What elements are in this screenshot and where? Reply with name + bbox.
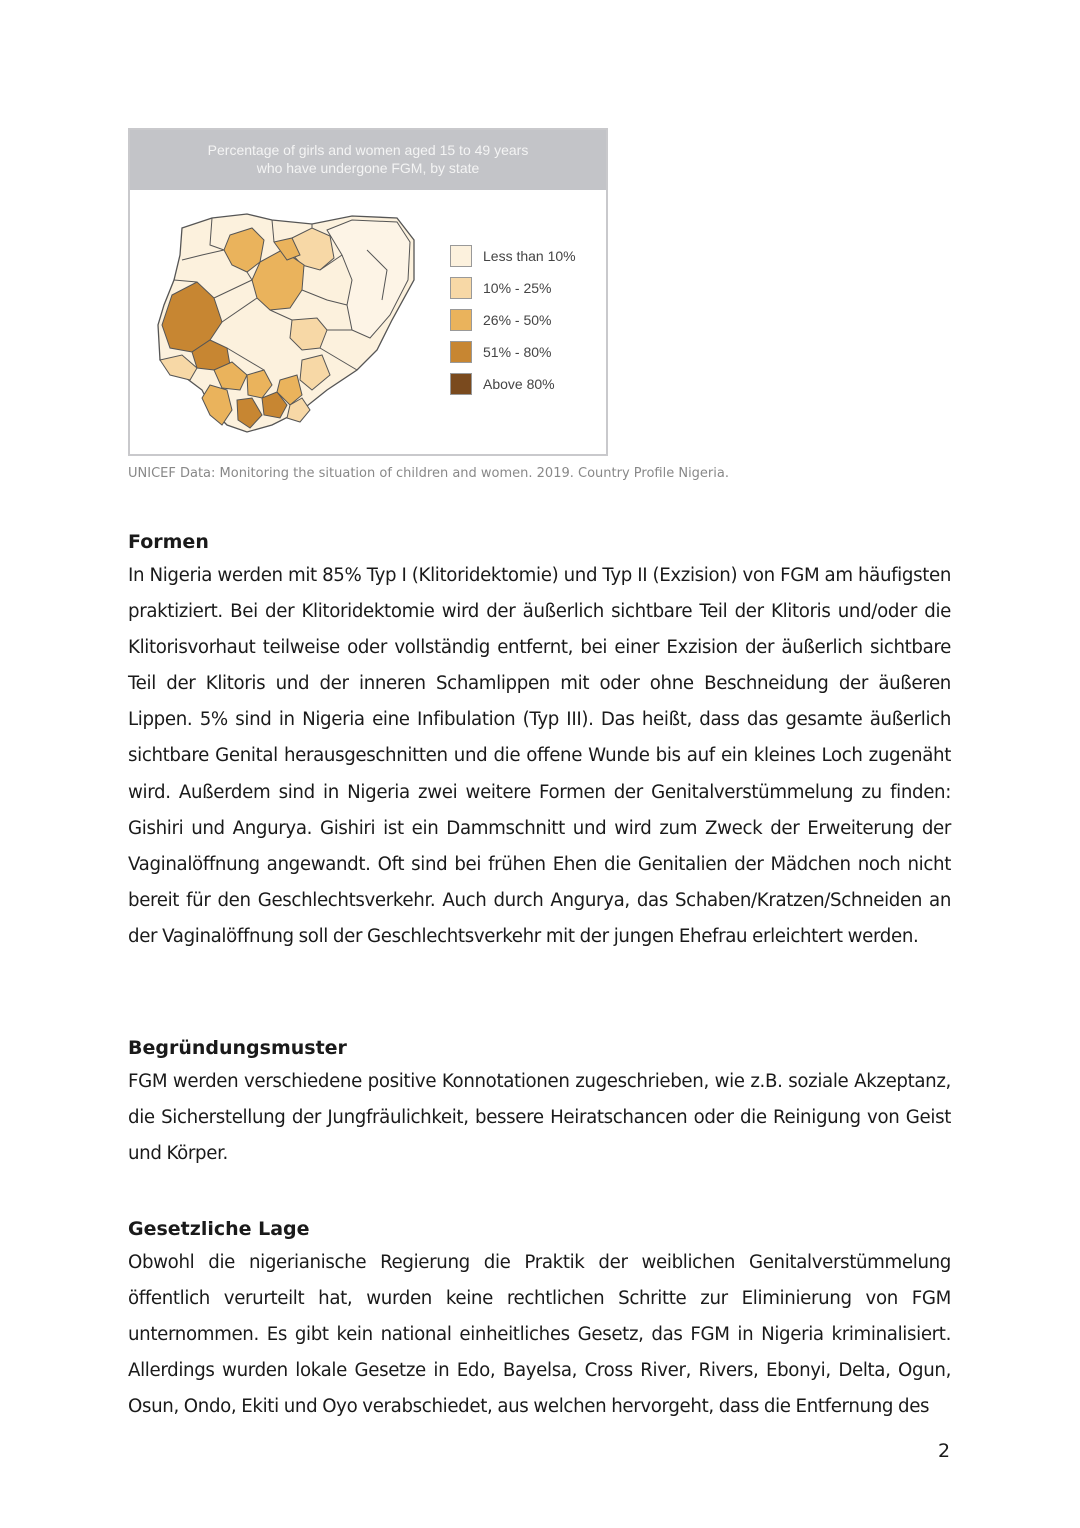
figure-caption: UNICEF Data: Monitoring the situation of children and women. 2019. Country Profile Nigeria. (128, 466, 729, 481)
legend-item-10-25 (450, 277, 576, 299)
legend-label: Less than 10% (483, 248, 576, 264)
legend-item-26-50 (450, 309, 576, 331)
legend-item-above-80 (450, 373, 576, 395)
page-number: 2 (938, 1440, 951, 1462)
legend-swatch (450, 245, 472, 267)
figure-title-line-1: Percentage of girls and women aged 15 to 49 years (207, 142, 529, 158)
legend-item-less-than-10 (450, 245, 576, 267)
section-paragraph: In Nigeria werden mit 85% Typ I (Klitoridektomie) und Typ II (Exzision) von FGM am häufigsten praktiziert. Bei der Klitoridektomie wird der äußerlich sichtbare Teil der Klitoris und/oder die Klitorisvorhaut teilweise oder vollständig entfernt, bei einer Exzision der äußerlich sichtbare Teil der Klitoris und der inneren Schamlippen mit oder ohne Beschneidung der äußeren Lippen. 5% sind in Nigeria eine Infibulation (Typ III). Das heißt, dass das gesamte äußerlich sichtbare Genital herausgeschnitten und die offene Wunde bis auf ein kleines Loch zugenäht wird. Außerdem sind in Nigeria zwei weitere Formen der Genitalverstümmelung zu finden: Gishiri und Angurya. Gishiri ist ein Dammschnitt und wird zum Zweck der Erweiterung der Vaginalöffnung angewandt. Oft sind bei frühen Ehen die Genitalien der Mädchen noch nicht bereit für den Geschlechtsverkehr. Auch durch Angurya, das Schaben/Kratzen/Schneiden an der Vaginalöffnung soll der Geschlechtsverkehr mit der jungen Ehefrau erleichtert werden. (128, 565, 951, 947)
legend-swatch (450, 341, 472, 363)
map-legend (450, 245, 576, 405)
section-gesetzliche-lage (128, 1217, 951, 1425)
legend-label: Above 80% (483, 376, 555, 392)
section-formen (128, 530, 951, 955)
section-paragraph: Obwohl die nigerianische Regierung die Praktik der weiblichen Genitalverstümmelung öffentlich verurteilt hat, wurden keine rechtlichen Schritte zur Eliminierung von FGM unternommen. Es gibt kein national einheitliches Gesetz, das FGM in Nigeria kriminalisiert. Allerdings wurden lokale Gesetze in Edo, Bayelsa, Cross River, Rivers, Ebonyi, Delta, Ogun, Osun, Ondo, Ekiti und Oyo verabschiedet, aus welchen hervorgeht, dass die Entfernung des (128, 1252, 951, 1418)
legend-item-51-80 (450, 341, 576, 363)
legend-label: 51% - 80% (483, 344, 552, 360)
figure-title (130, 130, 606, 190)
section-begruendungsmuster (128, 1036, 951, 1172)
legend-swatch (450, 309, 472, 331)
section-heading: Begründungsmuster (128, 1037, 347, 1059)
nigeria-map-icon (152, 210, 422, 435)
legend-swatch (450, 277, 472, 299)
legend-label: 10% - 25% (483, 280, 552, 296)
legend-label: 26% - 50% (483, 312, 552, 328)
figure-title-line-2: who have undergone FGM, by state (256, 160, 480, 176)
fgm-map-figure (128, 128, 608, 456)
section-paragraph: FGM werden verschiedene positive Konnotationen zugeschrieben, wie z.B. soziale Akzeptanz, die Sicherstellung der Jungfräulichkeit, bessere Heiratschancen oder die Reinigung von Geist und Körper. (128, 1071, 951, 1165)
legend-swatch (450, 373, 472, 395)
section-heading: Gesetzliche Lage (128, 1218, 310, 1240)
section-heading: Formen (128, 531, 209, 553)
